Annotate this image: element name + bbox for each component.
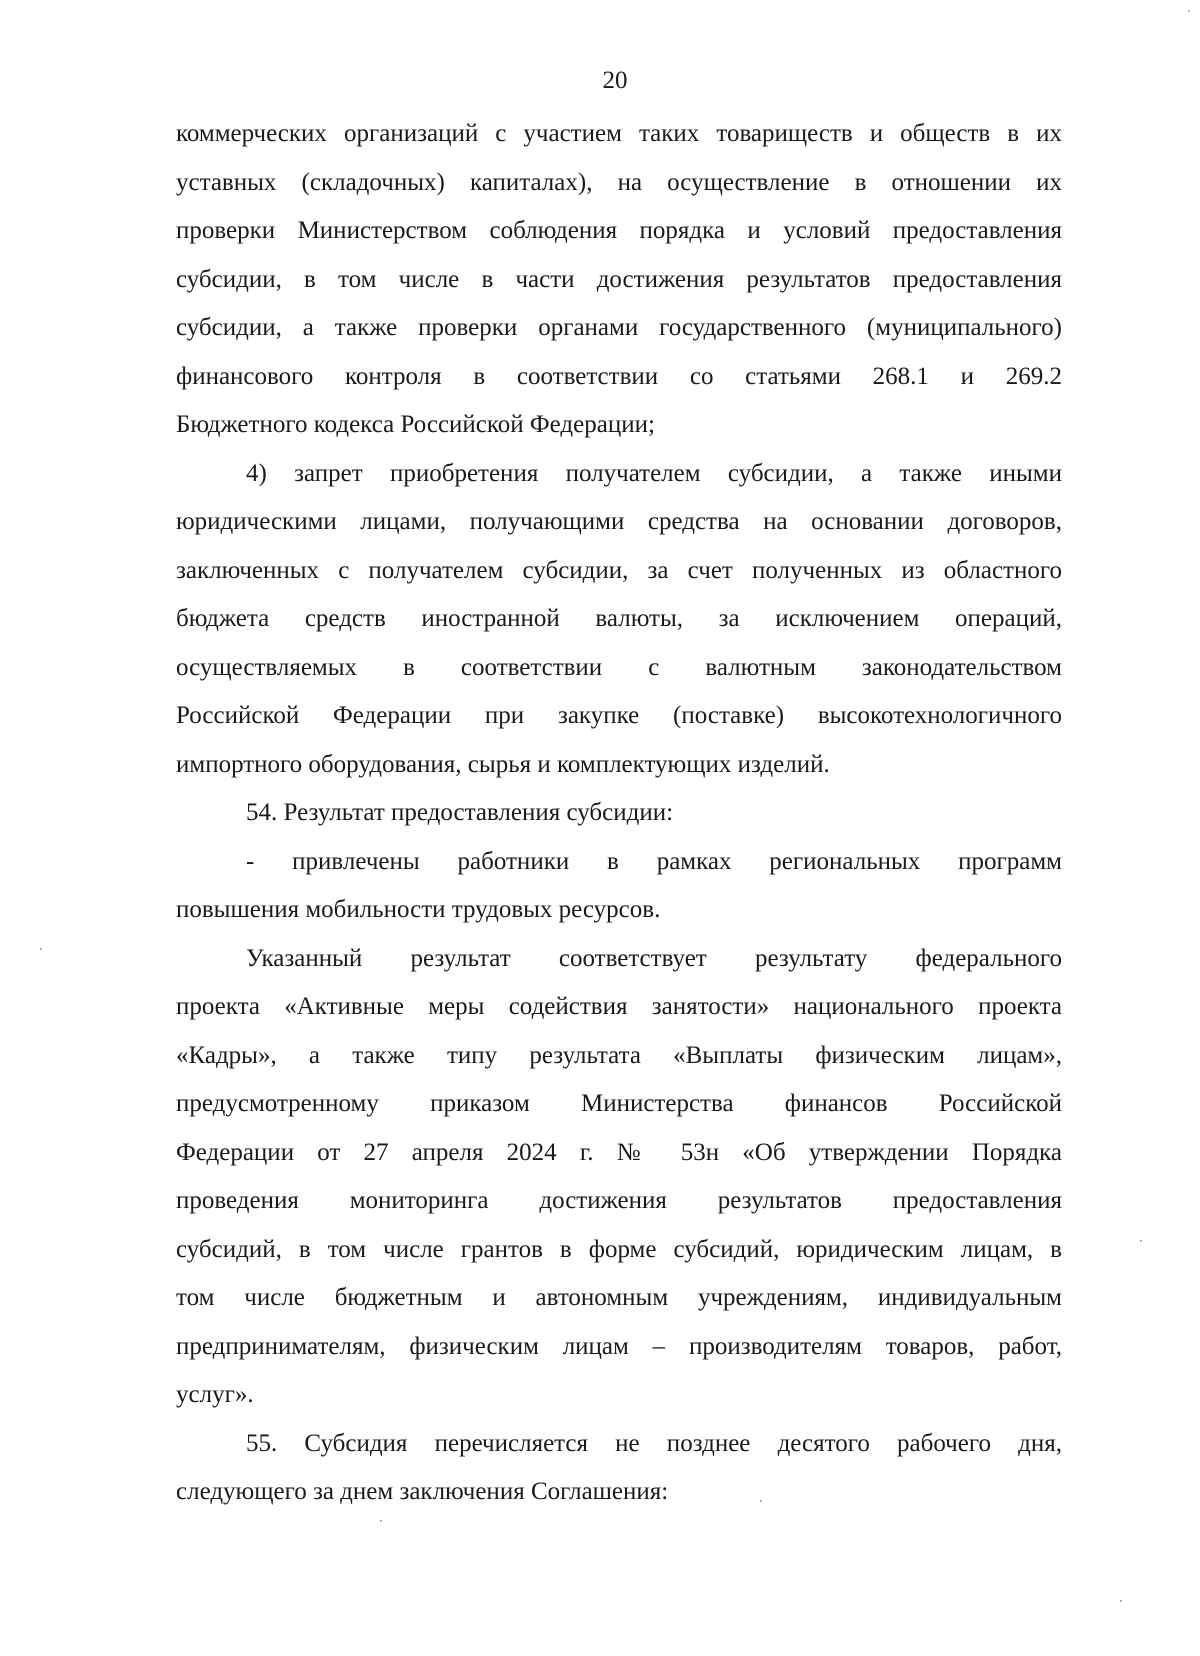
text-line: субсидии, в том числе в части достижения результатов предоставления bbox=[176, 265, 1062, 293]
text-line: импортного оборудования, сырья и комплектующих изделий. bbox=[176, 750, 830, 778]
text-line: субсидии, а также проверки органами государственного (муниципального) bbox=[176, 314, 1062, 341]
page-number: 20 bbox=[602, 67, 628, 94]
text-line: том числе бюджетным и автономным учреждениям, индивидуальным bbox=[176, 1284, 1062, 1311]
text-line: уставных (складочных) капиталах), на осуществление в отношении их bbox=[176, 168, 1062, 196]
text-line: 54. Результат предоставления субсидии: bbox=[246, 799, 674, 826]
text-line: предпринимателям, физическим лицам – производителям товаров, работ, bbox=[176, 1332, 1062, 1360]
text-line: - привлечены работники в рамках региональных программ bbox=[246, 847, 1062, 875]
scan-speck bbox=[1140, 1240, 1142, 1242]
text-line: повышения мобильности трудовых ресурсов. bbox=[176, 896, 661, 923]
text-line: Российской Федерации при закупке (поставке) высокотехнологичного bbox=[176, 702, 1062, 729]
text-line: финансового контроля в соответствии со статьями 268.1 и 269.2 bbox=[176, 362, 1062, 390]
text-line: Федерации от 27 апреля 2024 г. № 53н «Об утверждении Порядка bbox=[176, 1138, 1062, 1166]
scan-speck bbox=[1120, 1600, 1122, 1602]
text-line: «Кадры», а также типу результата «Выплаты физическим лицам», bbox=[176, 1041, 1062, 1069]
scan-speck bbox=[40, 948, 42, 950]
text-line: коммерческих организаций с участием таких товариществ и обществ в их bbox=[176, 120, 1062, 147]
scan-speck bbox=[380, 1520, 382, 1522]
text-line: предусмотренному приказом Министерства финансов Российской bbox=[176, 1090, 1062, 1117]
text-line: проверки Министерством соблюдения порядка и условий предоставления bbox=[176, 217, 1062, 244]
text-line: заключенных с получателем субсидии, за счет полученных из областного bbox=[176, 556, 1062, 584]
scan-speck bbox=[760, 1500, 762, 1502]
text-line: проекта «Активные меры содействия занятости» национального проекта bbox=[176, 993, 1062, 1020]
text-line: 55. Субсидия перечисляется не позднее десятого рабочего дня, bbox=[246, 1429, 1062, 1457]
text-line: субсидий, в том числе грантов в форме субсидий, юридическим лицам, в bbox=[176, 1235, 1062, 1263]
text-line: 4) запрет приобретения получателем субсидии, а также иными bbox=[246, 459, 1062, 487]
text-line: Бюджетного кодекса Российской Федерации; bbox=[176, 411, 655, 438]
text-line: бюджета средств иностранной валюты, за исключением операций, bbox=[176, 605, 1062, 632]
text-line: проведения мониторинга достижения результатов предоставления bbox=[176, 1187, 1062, 1214]
scan-speck bbox=[1188, 10, 1190, 12]
text-line: следующего за днем заключения Соглашения: bbox=[176, 1478, 669, 1505]
text-line: услуг». bbox=[176, 1381, 254, 1408]
text-line: юридическими лицами, получающими средства на основании договоров, bbox=[176, 508, 1062, 535]
document-body bbox=[176, 110, 1062, 1517]
text-line: осуществляемых в соответствии с валютным законодательством bbox=[176, 653, 1062, 681]
text-line: Указанный результат соответствует результату федерального bbox=[246, 944, 1062, 972]
